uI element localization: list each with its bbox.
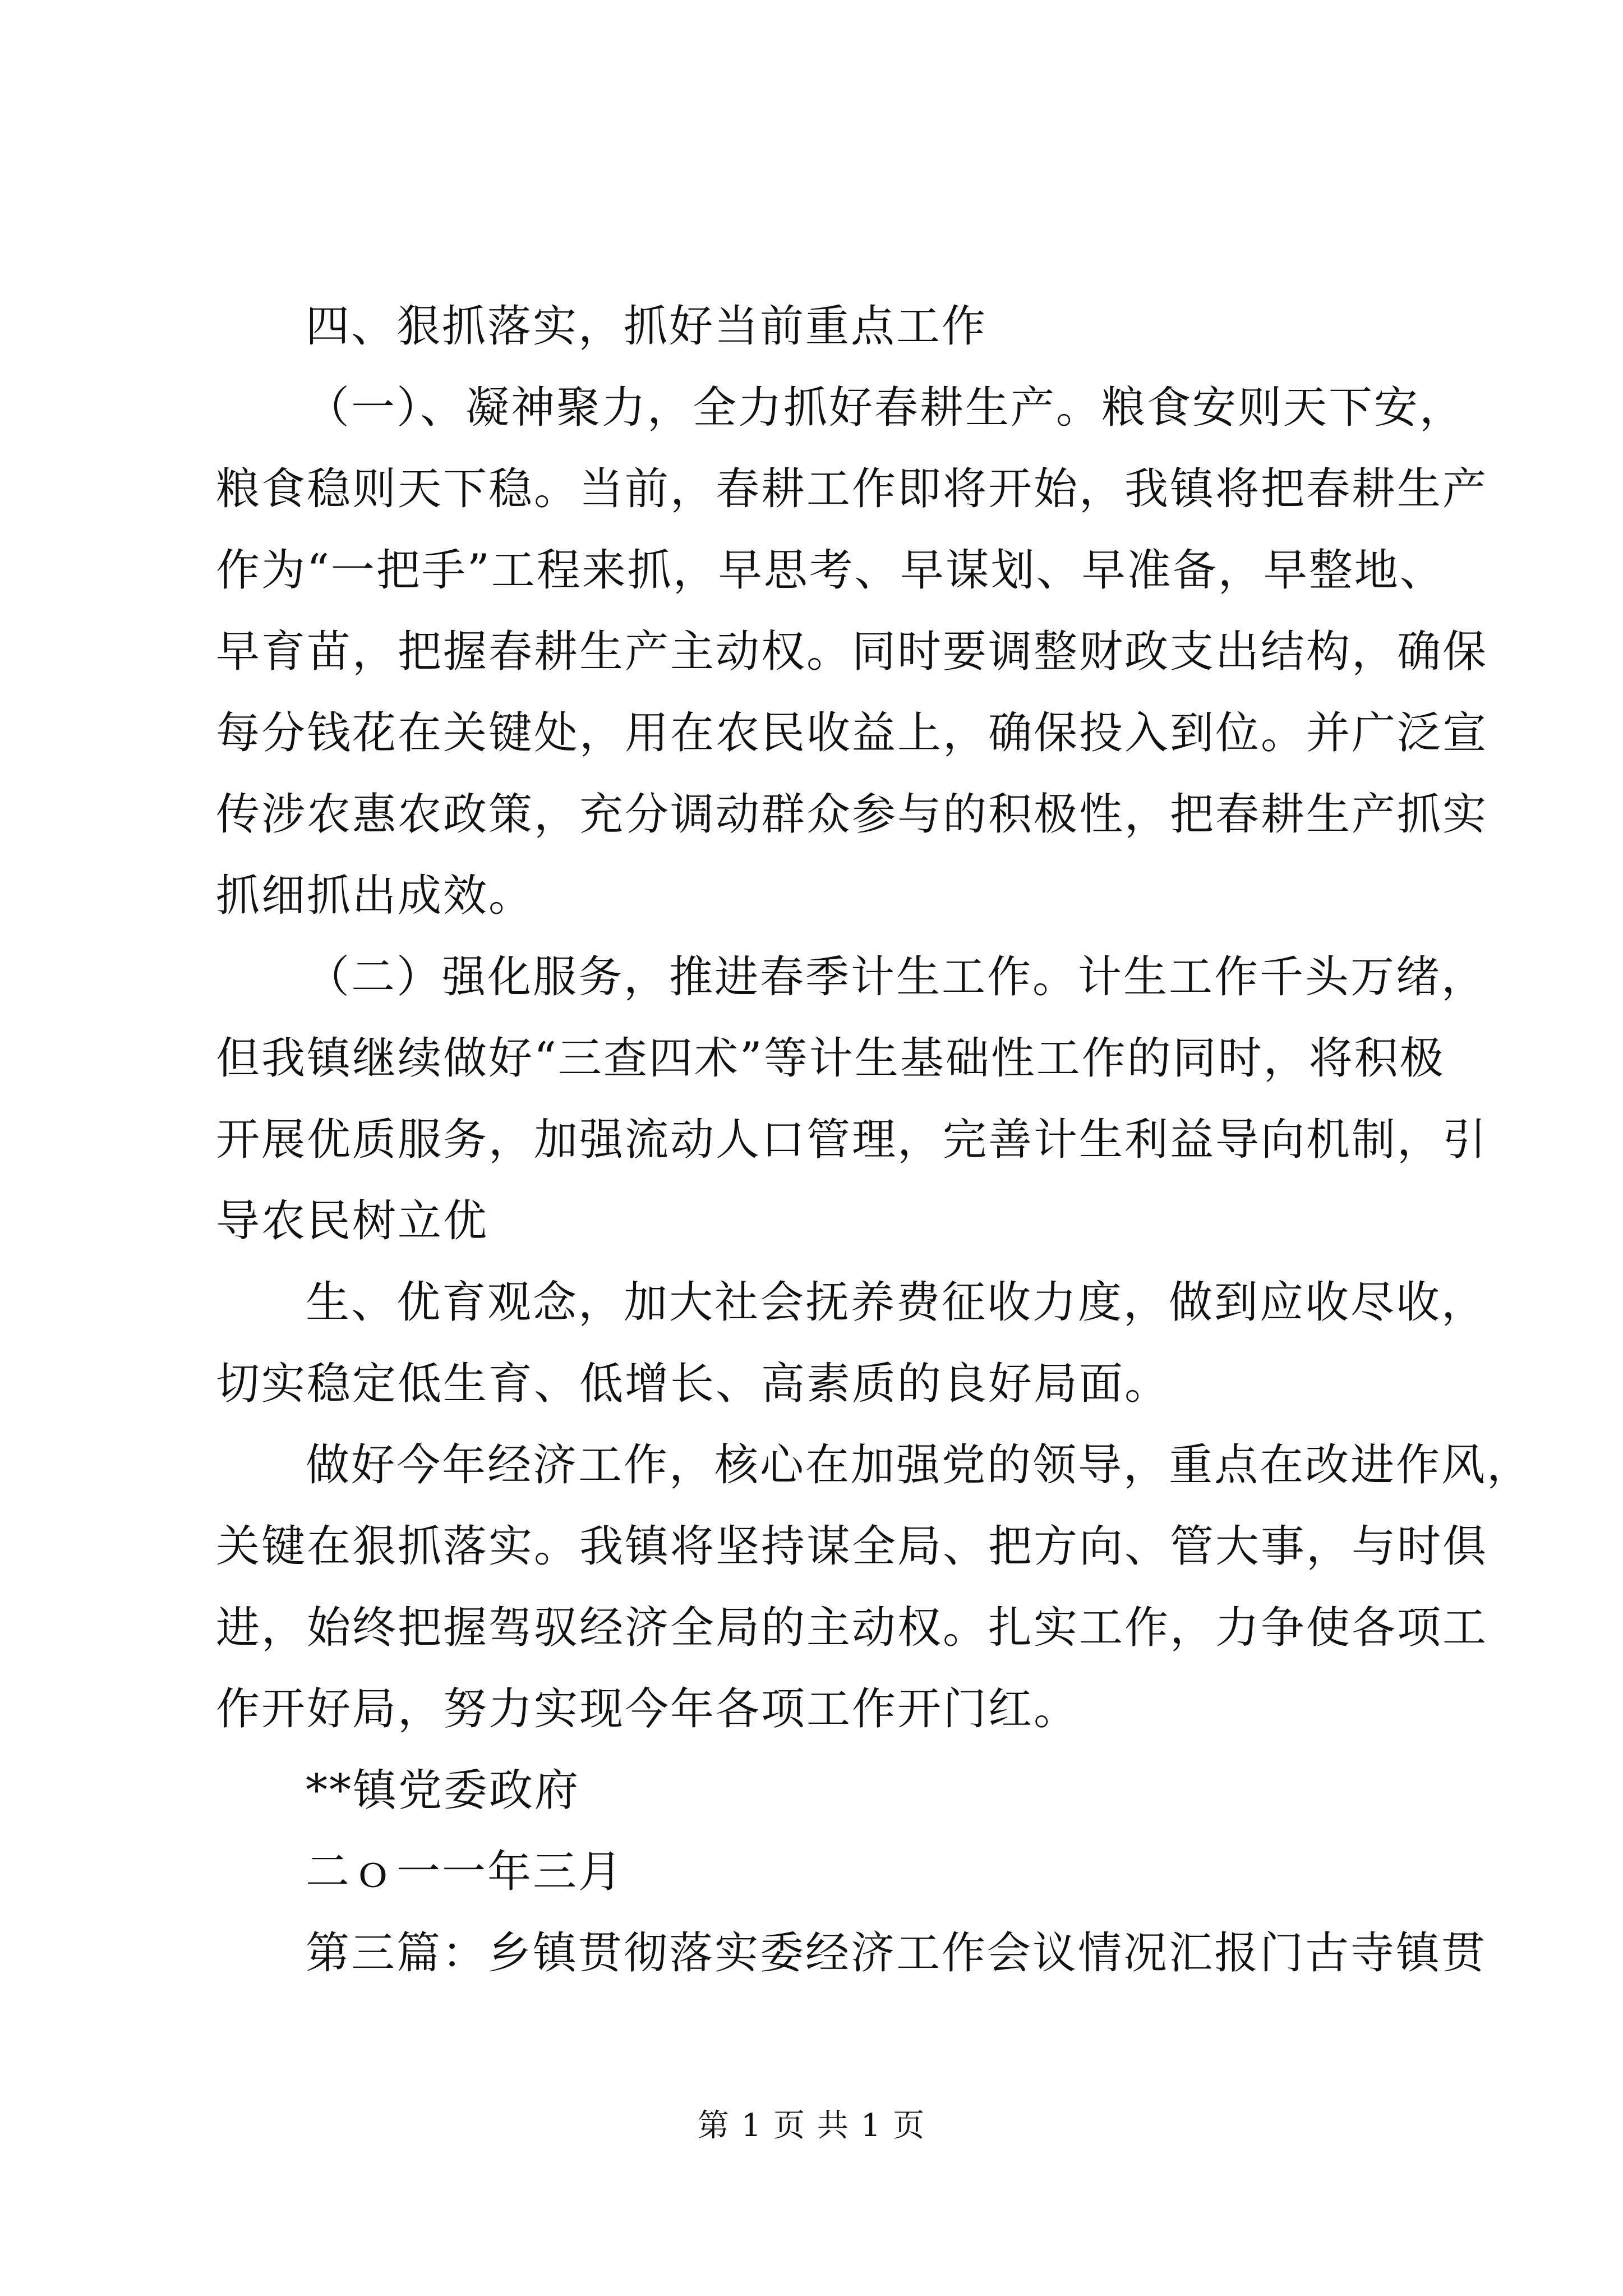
page-footer: 第 1 页 共 1 页: [697, 2108, 926, 2144]
paragraph-line: 导农民树立优: [216, 1196, 489, 1246]
signature-organization: **镇党委政府: [306, 1765, 580, 1816]
paragraph-line: 作开好局，努力实现今年各项工作开门红。: [216, 1684, 1080, 1734]
paragraph-line: 做好今年经济工作，核心在加强党的领导，重点在改进作风，: [306, 1440, 1533, 1490]
paragraph-line: 传涉农惠农政策，充分调动群众参与的积极性，把春耕生产抓实: [216, 789, 1488, 840]
document-body: [216, 286, 1533, 1994]
paragraph-line: 但我镇继续做好“三查四术”等计生基础性工作的同时，将积极: [216, 1033, 1445, 1084]
paragraph-line: 抓细抓出成效。: [216, 871, 534, 921]
paragraph-line: 粮食稳则天下稳。当前，春耕工作即将开始，我镇将把春耕生产: [216, 464, 1488, 514]
paragraph-line: 切实稳定低生育、低增长、高素质的良好局面。: [216, 1359, 1170, 1409]
paragraph-line: （一）、凝神聚力，全力抓好春耕生产。粮食安则天下安，: [306, 383, 1465, 433]
section-heading: 四、狠抓落实，抓好当前重点工作: [306, 301, 988, 352]
paragraph-line: （二）强化服务，推进春季计生工作。计生工作千头万绪，: [306, 952, 1487, 1002]
paragraph-line: 开展优质服务，加强流动人口管理，完善计生利益导向机制，引: [216, 1115, 1488, 1165]
paragraph-line: 生、优育观念，加大社会抚养费征收力度，做到应收尽收，: [306, 1277, 1487, 1328]
paragraph-line: 进，始终把握驾驭经济全局的主动权。扎实工作，力争使各项工: [216, 1603, 1488, 1653]
paragraph-line: 早育苗，把握春耕生产主动权。同时要调整财政支出结构，确保: [216, 627, 1488, 677]
signature-date: 二ｏ一一年三月: [306, 1847, 624, 1897]
paragraph-line: 关键在狠抓落实。我镇将坚持谋全局、把方向、管大事，与时俱: [216, 1521, 1488, 1572]
next-section-title: 第三篇：乡镇贯彻落实委经济工作会议情况汇报门古寺镇贯: [306, 1928, 1487, 1978]
paragraph-line: 作为“一把手”工程来抓，早思考、早谋划、早准备，早整地、: [216, 545, 1445, 596]
paragraph-line: 每分钱花在关键处，用在农民收益上，确保投入到位。并广泛宣: [216, 708, 1488, 758]
